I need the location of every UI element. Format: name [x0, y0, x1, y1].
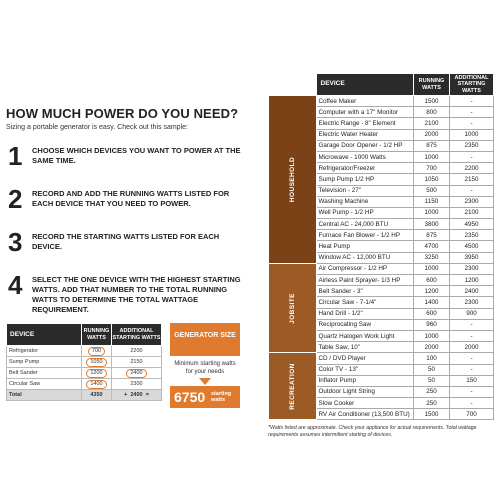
generator-size-unit: starting watts	[211, 391, 232, 403]
starting-cell: 2150	[112, 357, 162, 368]
footnote: *Watts listed are approximate. Check your appliance for actual requirements. Total wattage requirements assumes intermittent starting of devices.	[268, 425, 477, 438]
starting-watts-cell: -	[450, 185, 494, 196]
starting-watts-cell: 2300	[450, 196, 494, 207]
down-arrow-icon	[199, 378, 211, 385]
device-cell: Circular Saw	[7, 379, 82, 390]
wattage-table-body	[269, 96, 494, 420]
total-running: 4350	[82, 390, 112, 401]
running-watts-cell: 1050	[414, 174, 450, 185]
step-4	[6, 270, 244, 314]
step-text: RECORD THE STARTING WATTS LISTED FOR EACH DEVICE.	[32, 232, 220, 251]
step-number: 1	[8, 141, 23, 171]
running-watts-cell: 1000	[414, 207, 450, 218]
step-text: SELECT THE ONE DEVICE WITH THE HIGHEST STARTING WATTS. ADD THAT NUMBER TO THE TOTAL RUNNING WATTS TO DETERMINE THE TOTAL WATTAGE REQUIREMENT.	[32, 275, 241, 314]
running-watts-cell: 100	[414, 353, 450, 364]
device-cell: Slow Cooker	[316, 398, 414, 409]
running-watts-cell: 875	[414, 140, 450, 151]
running-watts-cell: 500	[414, 185, 450, 196]
running-watts-cell: 1500	[414, 409, 450, 420]
device-cell: Inflator Pump	[316, 375, 414, 386]
circled-value: 1050	[86, 358, 106, 367]
equals-sign: =	[145, 392, 149, 398]
device-cell: Computer with a 17" Monitor	[316, 107, 414, 118]
wattage-reference	[268, 73, 494, 438]
starting-watts-cell: -	[450, 398, 494, 409]
device-cell: Airless Paint Sprayer- 1/3 HP	[316, 275, 414, 286]
total-starting: + 2400 =	[112, 390, 162, 401]
step-number: 3	[8, 227, 23, 257]
running-watts-cell: 1500	[414, 96, 450, 107]
device-cell: Central AC - 24,000 BTU	[316, 219, 414, 230]
table-row	[7, 368, 162, 379]
starting-watts-cell: 150	[450, 375, 494, 386]
total-label: Total	[7, 390, 82, 401]
starting-watts-cell: 900	[450, 308, 494, 319]
step-number: 2	[8, 184, 23, 214]
device-cell: Sump Pump 1/2 HP	[316, 174, 414, 185]
running-cell	[82, 379, 112, 390]
table-row	[7, 379, 162, 390]
generator-size-value-box	[170, 386, 240, 408]
running-watts-cell: 1000	[414, 330, 450, 341]
device-cell: Heat Pump	[316, 241, 414, 252]
running-watts-cell: 960	[414, 319, 450, 330]
generator-size-value: 6750	[174, 389, 206, 405]
starting-watts-cell: 2400	[450, 286, 494, 297]
device-cell: Sump Pump	[7, 357, 82, 368]
running-watts-cell: 50	[414, 375, 450, 386]
device-cell: Belt Sander	[7, 368, 82, 379]
starting-watts-cell: 2350	[450, 230, 494, 241]
device-cell: Quartz Halogen Work Light	[316, 330, 414, 341]
device-cell: Electric Range - 8" Element	[316, 118, 414, 129]
generator-size-header: GENERATOR SIZE	[170, 323, 240, 356]
circled-value: 700	[88, 347, 105, 356]
step-3	[6, 229, 244, 259]
circled-value: 2400	[126, 369, 146, 378]
device-cell: Coffee Maker	[316, 96, 414, 107]
column-header: DEVICE	[7, 324, 82, 346]
starting-watts-cell: 4950	[450, 219, 494, 230]
step-number: 4	[8, 270, 23, 300]
starting-watts-cell: 1000	[450, 129, 494, 140]
starting-watts-cell: 4500	[450, 241, 494, 252]
running-watts-cell: 3800	[414, 219, 450, 230]
running-watts-cell: 1150	[414, 196, 450, 207]
device-cell: Microwave - 1000 Watts	[316, 151, 414, 162]
starting-cell: 2200	[112, 346, 162, 357]
category-spacer	[269, 74, 317, 96]
device-cell: Table Saw, 10"	[316, 342, 414, 353]
device-cell: Electric Water Heater	[316, 129, 414, 140]
running-watts-cell: 50	[414, 364, 450, 375]
starting-watts-cell: -	[450, 353, 494, 364]
instructions-panel	[6, 0, 244, 500]
starting-cell	[112, 368, 162, 379]
column-header: RUNNING WATTS	[414, 74, 450, 96]
running-watts-cell: 1000	[414, 263, 450, 274]
running-watts-cell: 1200	[414, 286, 450, 297]
running-watts-cell: 3250	[414, 252, 450, 263]
table-row	[7, 357, 162, 368]
starting-watts-cell: -	[450, 107, 494, 118]
running-cell	[82, 346, 112, 357]
starting-watts-cell: -	[450, 330, 494, 341]
device-cell: Window AC - 12,000 BTU	[316, 252, 414, 263]
circled-value: 1200	[86, 369, 106, 378]
table-row	[269, 263, 494, 274]
step-2	[6, 186, 244, 216]
starting-watts-cell: 2300	[450, 263, 494, 274]
total-row	[7, 390, 162, 401]
circled-value: 1400	[86, 380, 106, 389]
running-watts-cell: 700	[414, 163, 450, 174]
running-watts-cell: 800	[414, 107, 450, 118]
device-cell: Well Pump - 1/2 HP	[316, 207, 414, 218]
wattage-table	[268, 73, 494, 420]
running-cell	[82, 368, 112, 379]
generator-size-description: Minimum starting watts for your needs	[174, 361, 236, 375]
running-watts-cell: 2000	[414, 129, 450, 140]
device-cell: Hand Drill - 1/2"	[316, 308, 414, 319]
device-cell: Reciprocating Saw	[316, 319, 414, 330]
starting-watts-cell: 2100	[450, 207, 494, 218]
category-label: RECREATION	[269, 353, 317, 420]
table-row	[7, 346, 162, 357]
starting-watts-cell: 3950	[450, 252, 494, 263]
page-title: HOW MUCH POWER DO YOU NEED?	[6, 106, 239, 121]
column-header: RUNNING WATTS	[82, 324, 112, 346]
starting-watts-cell: -	[450, 96, 494, 107]
starting-watts-cell: -	[450, 386, 494, 397]
running-watts-cell: 1000	[414, 151, 450, 162]
starting-watts-cell: 2000	[450, 342, 494, 353]
device-cell: Television - 27"	[316, 185, 414, 196]
starting-watts-cell: -	[450, 364, 494, 375]
running-watts-cell: 4700	[414, 241, 450, 252]
device-cell: RV Air Conditioner (13,500 BTU)	[316, 409, 414, 420]
plus-sign: +	[124, 392, 128, 398]
starting-watts-cell: 700	[450, 409, 494, 420]
intro-text: Sizing a portable generator is easy. Check out this sample:	[6, 124, 188, 131]
device-cell: Circular Saw - 7-1/4"	[316, 297, 414, 308]
running-watts-cell: 2100	[414, 118, 450, 129]
running-watts-cell: 250	[414, 386, 450, 397]
step-text: RECORD AND ADD THE RUNNING WATTS LISTED FOR EACH DEVICE THAT YOU NEED TO POWER.	[32, 189, 230, 208]
sample-table	[6, 323, 162, 401]
running-watts-cell: 1400	[414, 297, 450, 308]
starting-watts-cell: 1200	[450, 275, 494, 286]
device-cell: Outdoor Light String	[316, 386, 414, 397]
device-cell: Air Compressor - 1/2 HP	[316, 263, 414, 274]
running-watts-cell: 2000	[414, 342, 450, 353]
starting-watts-cell: -	[450, 118, 494, 129]
running-watts-cell: 600	[414, 308, 450, 319]
starting-watts-cell: 2350	[450, 140, 494, 151]
starting-watts-cell: -	[450, 319, 494, 330]
device-cell: CD / DVD Player	[316, 353, 414, 364]
running-watts-cell: 600	[414, 275, 450, 286]
running-watts-cell: 875	[414, 230, 450, 241]
step-text: CHOOSE WHICH DEVICES YOU WANT TO POWER AT THE SAME TIME.	[32, 146, 241, 165]
column-header: DEVICE	[316, 74, 414, 96]
starting-watts-cell: 2150	[450, 174, 494, 185]
device-cell: Garage Door Opener - 1/2 HP	[316, 140, 414, 151]
device-cell: Washing Machine	[316, 196, 414, 207]
running-watts-cell: 250	[414, 398, 450, 409]
running-cell	[82, 357, 112, 368]
starting-watts-cell: 2300	[450, 297, 494, 308]
table-row	[269, 353, 494, 364]
category-label: HOUSEHOLD	[269, 96, 317, 264]
device-cell: Refrigerator	[7, 346, 82, 357]
table-row	[269, 96, 494, 107]
device-cell: Refrigerator/Freezer	[316, 163, 414, 174]
starting-watts-cell: -	[450, 151, 494, 162]
device-cell: Color TV - 13"	[316, 364, 414, 375]
starting-watts-cell: 2200	[450, 163, 494, 174]
device-cell: Furnace Fan Blower - 1/2 HP	[316, 230, 414, 241]
step-1	[6, 143, 244, 173]
category-label: JOBSITE	[269, 263, 317, 353]
device-cell: Belt Sander - 3"	[316, 286, 414, 297]
column-header: ADDITIONAL STARTING WATTS	[450, 74, 494, 96]
column-header: ADDITIONAL STARTING WATTS	[112, 324, 162, 346]
starting-cell: 2300	[112, 379, 162, 390]
